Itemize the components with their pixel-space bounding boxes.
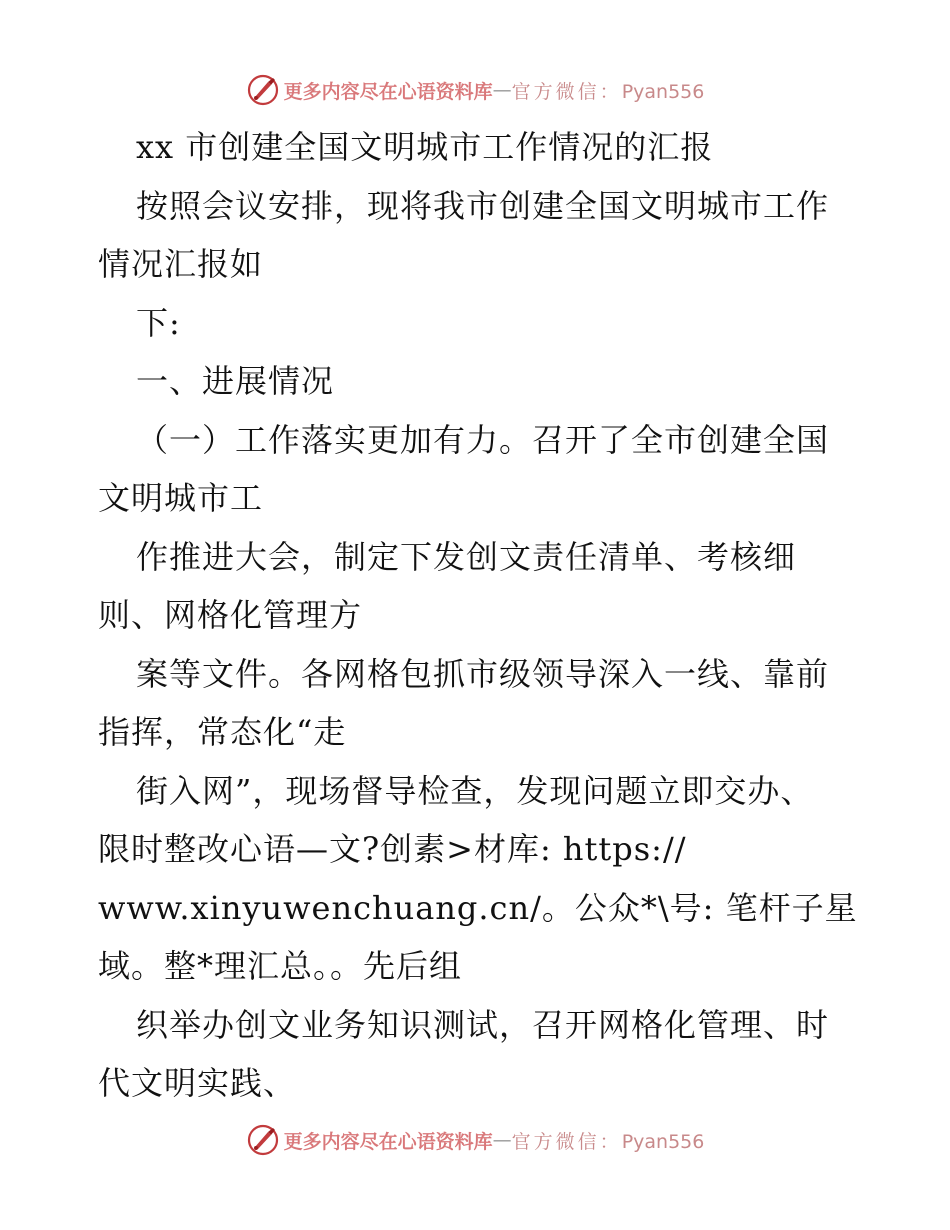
document-line: 下: [136,303,181,342]
document-line: 指挥，常态化“走 [98,713,347,751]
document-line: xx 市创建全国文明城市工作情况的汇报 [136,128,714,166]
banner-separator: — [492,1129,512,1151]
banner-contact [512,77,705,104]
document-line: 文明城市工 [98,479,264,517]
document-line: 域。整*理汇总。。先后组 [98,947,463,985]
document-line: （一）工作落实更加有力。召开了全市创建全国 [136,420,830,459]
banner-brand-text: 更多内容尽在心语资料库 [283,1130,493,1153]
document-line: 一、进展情况 [136,362,335,400]
banner-contact-id: Pyan556 [621,80,705,103]
document-line: 则、网格化管理方 [98,596,363,634]
document-line: 案等文件。各网格包抓市级领导深入一线、靠前 [136,654,830,693]
footer-banner [0,1118,950,1162]
banner-contact [512,1127,705,1154]
quill-pen-logo-icon [246,1123,280,1157]
document-line: 限时整改心语—文?创素>材库: https:// [98,830,687,868]
document-line: www.xinyuwenchuang.cn/。公众*\号: 笔杆子星 [98,888,858,927]
document-line: 情况汇报如 [98,245,264,283]
banner-contact-label: 官方微信： [511,1130,622,1153]
banner-contact-id: Pyan556 [621,1130,705,1153]
document-line: 代文明实践、 [98,1064,297,1102]
banner-brand-text: 更多内容尽在心语资料库 [283,80,493,103]
document-line: 街入网”，现场督导检查，发现问题立即交办、 [136,771,814,810]
banner-contact-label: 官方微信： [511,80,622,103]
banner-separator: — [492,79,512,101]
quill-pen-logo-icon [246,73,280,107]
header-banner [0,68,950,112]
document-body [98,118,858,1113]
document-line: 按照会议安排，现将我市创建全国文明城市工作 [136,186,830,225]
document-line: 作推进大会，制定下发创文责任清单、考核细 [136,537,797,576]
document-line: 织举办创文业务知识测试，召开网格化管理、时 [136,1005,830,1044]
